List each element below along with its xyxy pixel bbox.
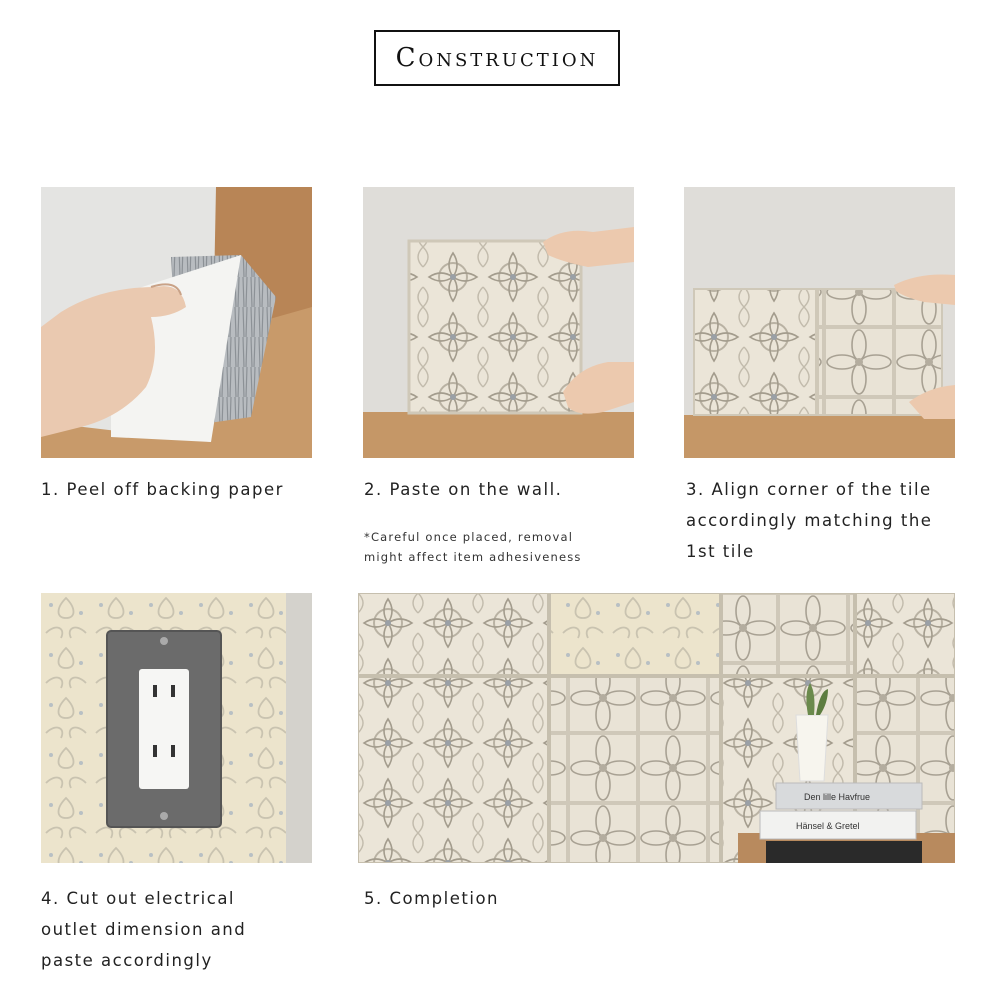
book-title-middle: Hänsel & Gretel	[796, 821, 860, 831]
caption-line: 5. Completion	[364, 889, 499, 908]
caption-line: outlet dimension and	[41, 920, 247, 939]
caption-line: 1st tile	[686, 542, 755, 561]
page-title: Construction	[374, 30, 620, 86]
caption-line: 1. Peel off backing paper	[41, 480, 284, 499]
caption-line: 3. Align corner of the tile	[686, 480, 932, 499]
photo-outlet	[41, 593, 312, 863]
caption-step-2-note	[364, 527, 582, 567]
note-line: *Careful once placed, removal	[364, 530, 574, 544]
caption-line: 4. Cut out electrical	[41, 889, 236, 908]
note-line: might affect item adhesiveness	[364, 550, 582, 564]
caption-step-2	[364, 474, 562, 505]
caption-step-3	[686, 474, 932, 567]
caption-line: accordingly matching the	[686, 511, 933, 530]
book-title-top: Den lille Havfrue	[804, 792, 871, 802]
photo-peel-backing	[41, 187, 312, 458]
caption-line: 2. Paste on the wall.	[364, 480, 563, 499]
caption-step-4	[41, 883, 246, 976]
photo-completion	[358, 593, 955, 863]
caption-step-5	[364, 883, 499, 914]
photo-align-tiles	[684, 187, 955, 458]
caption-step-1	[41, 474, 284, 505]
photo-paste-wall	[363, 187, 634, 458]
caption-line: paste accordingly	[41, 951, 213, 970]
